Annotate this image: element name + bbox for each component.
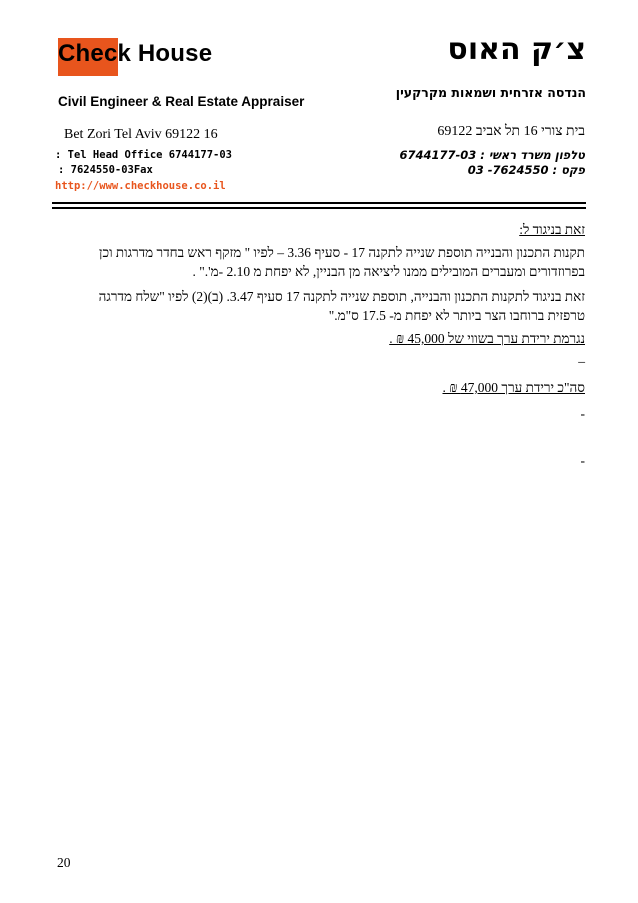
section-heading: זאת בניגוד ל: — [519, 222, 585, 237]
dash-1: _ — [578, 349, 585, 364]
fax-he: פקס : 7624550- 03 — [467, 163, 585, 177]
address-en: Bet Zori Tel Aviv 69122 16 — [64, 127, 218, 142]
phone-he: טלפון משרד ראשי : 6744177-03 — [399, 148, 585, 162]
dash-2: - — [580, 406, 585, 421]
website-link[interactable]: http://www.checkhouse.co.il — [55, 180, 226, 192]
header-rule-top — [52, 202, 586, 204]
page-number: 20 — [57, 855, 71, 870]
logo-he: צ׳ק האוס — [447, 32, 586, 67]
subtitle-he: הנדסה אזרחית ושמאות מקרקעין — [395, 85, 586, 100]
header-rule-bottom — [52, 207, 586, 209]
dash-3: - — [580, 453, 585, 468]
fax-en: : 7624550-03Fax — [58, 164, 153, 176]
phone-en: : Tel Head Office 6744177-03 — [55, 149, 233, 161]
value-drop-line: נגרמת ירידת ערך בשווי של 45,000 ₪ . — [389, 331, 585, 346]
paragraph-1-line-1: תקנות התכנון והבנייה תוספת שנייה לתקנה 17 - סעיף 3.36 – לפיו " מזקף ראש בחדר מדרגות וכן — [99, 245, 585, 260]
subtitle-en: Civil Engineer & Real Estate Appraiser — [58, 94, 305, 109]
address-he: בית צורי 16 תל אביב 69122 — [437, 124, 585, 139]
logo-en: Check House — [58, 40, 213, 67]
paragraph-1-line-2: בפרוזדורים ומעברים המובילים ממנו ליציאה מן הבניין, לא יפחת מ 2.10 -מ'." . — [192, 264, 585, 279]
paragraph-2-line-2: טרפזית ברוחבו הצר ביותר לא יפחת מ- 17.5 ס"מ." — [328, 308, 585, 323]
total-value-drop-line: סה"כ ירידת ערך 47,000 ₪ . — [442, 380, 585, 395]
paragraph-2-line-1: זאת בניגוד לתקנות התכנון והבנייה, תוספת שנייה לתקנה 17 סעיף 3.47. (ב)(2) לפיו "שלח מדרגה — [98, 289, 585, 304]
